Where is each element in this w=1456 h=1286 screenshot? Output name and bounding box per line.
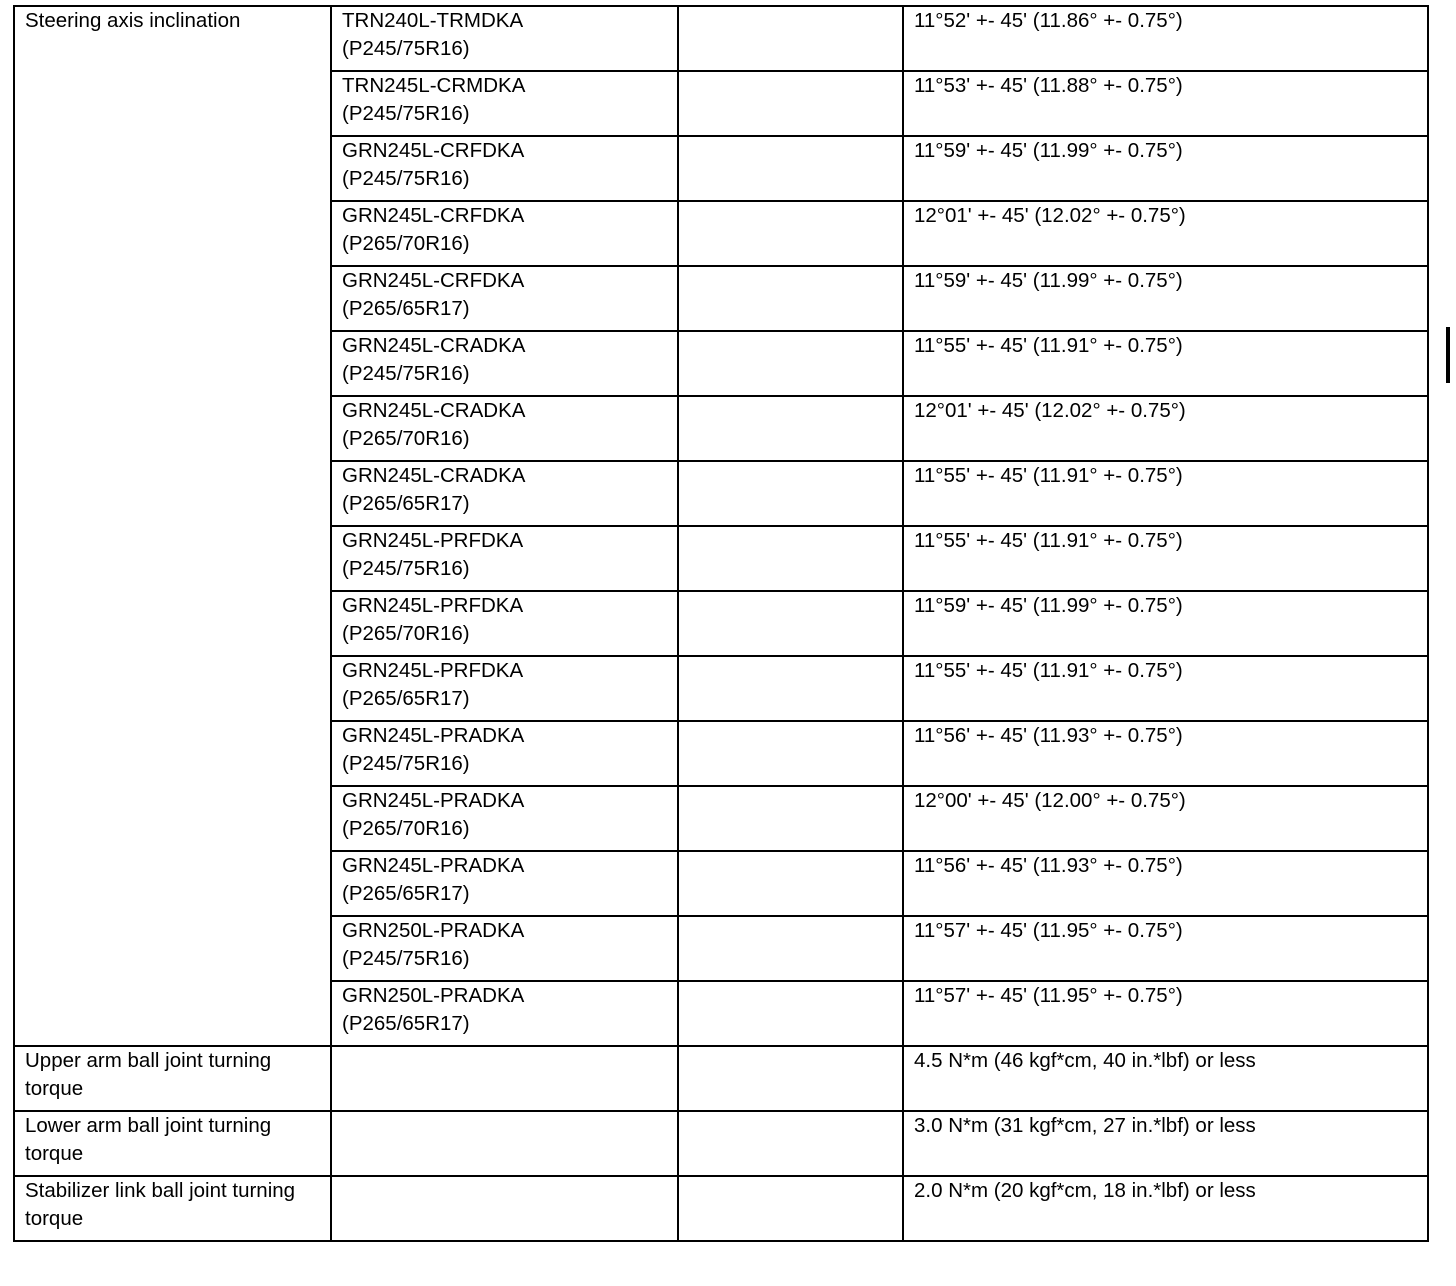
model-code: GRN245L-CRADKA: [342, 399, 526, 422]
model-code: GRN245L-CRADKA: [342, 334, 526, 357]
model-cell: [331, 71, 678, 136]
spec-value-cell: [903, 916, 1428, 981]
spec-value-cell: [903, 1046, 1428, 1111]
tire-size: (P245/75R16): [342, 752, 470, 775]
model-cell: [331, 591, 678, 656]
condition-cell: [678, 6, 903, 71]
model-cell: [331, 136, 678, 201]
condition-cell: [678, 331, 903, 396]
spec-value-cell: [903, 266, 1428, 331]
spec-value: 11°53' +- 45' (11.88° +- 0.75°): [914, 74, 1183, 97]
torque-table-row: [14, 1111, 1428, 1176]
condition-cell: [678, 656, 903, 721]
specification-table: [13, 5, 1429, 1242]
model-code: GRN245L-CRFDKA: [342, 269, 525, 292]
tire-size: (P265/65R17): [342, 1012, 470, 1035]
condition-cell: [678, 1176, 903, 1241]
spec-value: 12°00' +- 45' (12.00° +- 0.75°): [914, 789, 1186, 812]
model-cell: [331, 981, 678, 1046]
model-cell: [331, 721, 678, 786]
model-cell: [331, 331, 678, 396]
model-code: GRN245L-PRADKA: [342, 789, 525, 812]
spec-value: 11°55' +- 45' (11.91° +- 0.75°): [914, 334, 1183, 357]
tire-size: (P245/75R16): [342, 947, 470, 970]
model-code: GRN245L-PRFDKA: [342, 594, 524, 617]
spec-value: 11°59' +- 45' (11.99° +- 0.75°): [914, 594, 1183, 617]
model-cell: [331, 461, 678, 526]
model-code: GRN245L-CRFDKA: [342, 139, 525, 162]
condition-cell: [678, 1111, 903, 1176]
condition-cell: [678, 786, 903, 851]
condition-cell: [678, 396, 903, 461]
tire-size: (P265/65R17): [342, 687, 470, 710]
condition-cell: [678, 916, 903, 981]
condition-cell: [678, 201, 903, 266]
spec-value: 3.0 N*m (31 kgf*cm, 27 in.*lbf) or less: [914, 1114, 1256, 1137]
spec-value-cell: [903, 1111, 1428, 1176]
spec-value: 11°55' +- 45' (11.91° +- 0.75°): [914, 464, 1183, 487]
spec-value: 12°01' +- 45' (12.02° +- 0.75°): [914, 204, 1186, 227]
condition-cell: [678, 981, 903, 1046]
spec-value: 2.0 N*m (20 kgf*cm, 18 in.*lbf) or less: [914, 1179, 1256, 1202]
spec-value: 11°57' +- 45' (11.95° +- 0.75°): [914, 919, 1183, 942]
item-label: Steering axis inclination: [25, 9, 241, 32]
tire-size: (P265/65R17): [342, 882, 470, 905]
tire-size: (P265/70R16): [342, 817, 470, 840]
model-cell: [331, 396, 678, 461]
condition-cell: [678, 71, 903, 136]
item-label-cell: [14, 1046, 331, 1111]
item-label-cell: [14, 1111, 331, 1176]
spec-value: 11°59' +- 45' (11.99° +- 0.75°): [914, 139, 1183, 162]
change-bar-marker: [1446, 327, 1450, 383]
model-code: GRN245L-PRADKA: [342, 854, 525, 877]
model-code: GRN245L-CRFDKA: [342, 204, 525, 227]
spec-value-cell: [903, 71, 1428, 136]
model-code: GRN245L-CRADKA: [342, 464, 526, 487]
condition-cell: [678, 136, 903, 201]
model-cell: [331, 786, 678, 851]
model-cell: [331, 266, 678, 331]
model-cell: [331, 916, 678, 981]
steering-table-row: [14, 6, 1428, 71]
spec-value-cell: [903, 656, 1428, 721]
model-cell: [331, 656, 678, 721]
spec-value: 11°55' +- 45' (11.91° +- 0.75°): [914, 529, 1183, 552]
tire-size: (P265/65R17): [342, 492, 470, 515]
model-code: GRN245L-PRADKA: [342, 724, 525, 747]
spec-value-cell: [903, 1176, 1428, 1241]
tire-size: (P245/75R16): [342, 102, 470, 125]
tire-size: (P265/70R16): [342, 622, 470, 645]
spec-value-cell: [903, 981, 1428, 1046]
model-code: TRN245L-CRMDKA: [342, 74, 526, 97]
specification-table-body: [14, 6, 1428, 1241]
spec-value: 11°55' +- 45' (11.91° +- 0.75°): [914, 659, 1183, 682]
model-cell: [331, 1046, 678, 1111]
spec-value: 11°57' +- 45' (11.95° +- 0.75°): [914, 984, 1183, 1007]
model-cell: [331, 851, 678, 916]
tire-size: (P245/75R16): [342, 167, 470, 190]
model-code: GRN250L-PRADKA: [342, 984, 525, 1007]
model-code: GRN245L-PRFDKA: [342, 659, 524, 682]
tire-size: (P245/75R16): [342, 362, 470, 385]
model-cell: [331, 1111, 678, 1176]
model-cell: [331, 1176, 678, 1241]
condition-cell: [678, 266, 903, 331]
model-code: TRN240L-TRMDKA: [342, 9, 524, 32]
spec-value: 4.5 N*m (46 kgf*cm, 40 in.*lbf) or less: [914, 1049, 1256, 1072]
spec-value: 11°56' +- 45' (11.93° +- 0.75°): [914, 854, 1183, 877]
tire-size: (P245/75R16): [342, 557, 470, 580]
spec-value-cell: [903, 396, 1428, 461]
condition-cell: [678, 721, 903, 786]
spec-value: 11°52' +- 45' (11.86° +- 0.75°): [914, 9, 1183, 32]
torque-table-row: [14, 1046, 1428, 1111]
spec-value-cell: [903, 331, 1428, 396]
spec-value-cell: [903, 136, 1428, 201]
spec-value-cell: [903, 721, 1428, 786]
spec-value-cell: [903, 851, 1428, 916]
spec-value-cell: [903, 786, 1428, 851]
model-cell: [331, 526, 678, 591]
condition-cell: [678, 1046, 903, 1111]
tire-size: (P245/75R16): [342, 37, 470, 60]
torque-table-row: [14, 1176, 1428, 1241]
condition-cell: [678, 591, 903, 656]
tire-size: (P265/70R16): [342, 232, 470, 255]
condition-cell: [678, 461, 903, 526]
model-code: GRN250L-PRADKA: [342, 919, 525, 942]
model-cell: [331, 6, 678, 71]
spec-value-cell: [903, 591, 1428, 656]
spec-value-cell: [903, 201, 1428, 266]
tire-size: (P265/70R16): [342, 427, 470, 450]
condition-cell: [678, 526, 903, 591]
spec-value: 11°59' +- 45' (11.99° +- 0.75°): [914, 269, 1183, 292]
spec-value: 12°01' +- 45' (12.02° +- 0.75°): [914, 399, 1186, 422]
item-label-cell: [14, 1176, 331, 1241]
item-label: Lower arm ball joint turning torque: [25, 1114, 272, 1165]
spec-value-cell: [903, 526, 1428, 591]
spec-value-cell: [903, 6, 1428, 71]
condition-cell: [678, 851, 903, 916]
spec-value: 11°56' +- 45' (11.93° +- 0.75°): [914, 724, 1183, 747]
item-label: Upper arm ball joint turning torque: [25, 1049, 272, 1100]
tire-size: (P265/65R17): [342, 297, 470, 320]
model-code: GRN245L-PRFDKA: [342, 529, 524, 552]
model-cell: [331, 201, 678, 266]
spec-value-cell: [903, 461, 1428, 526]
item-label: Stabilizer link ball joint turning torque: [25, 1179, 296, 1230]
item-label-cell: [14, 6, 331, 1046]
